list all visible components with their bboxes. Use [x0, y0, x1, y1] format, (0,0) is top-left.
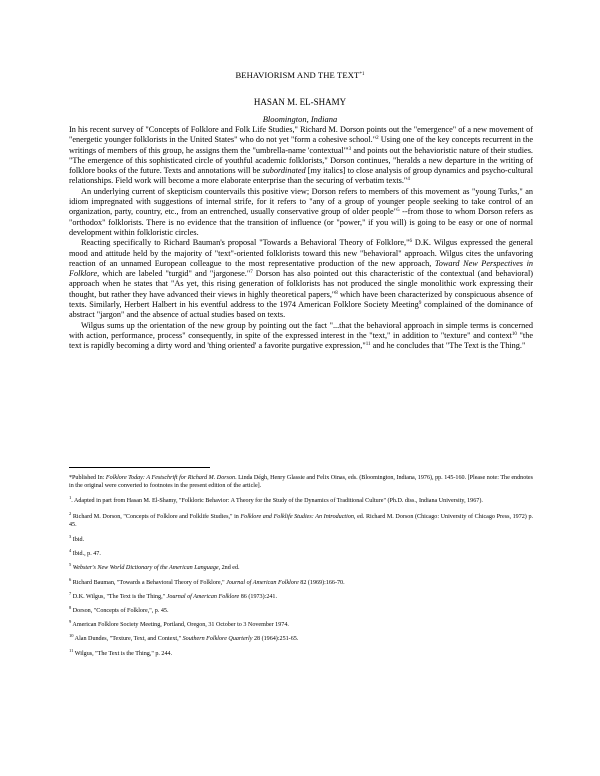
footnote-8: [69, 607, 533, 615]
footnote-2: [69, 510, 534, 529]
footnote-9: [69, 621, 533, 629]
paragraph-1: [69, 125, 533, 187]
text-run: , ed. Richard M. Dorson (Chicago: University of Chicago Press, 1972) p. 45.: [69, 513, 534, 528]
text-run: which have been characterized by conspicuous absence of texts. Similarly, Herbert Halbert in his eventful address to the 1974 American Folklore Society Meeting: [69, 289, 533, 310]
footnote-5: [69, 564, 533, 572]
text-run: complained of the dominance of abstract "jargon" and the absence of actual studies based on texts.: [69, 300, 533, 320]
footnote-number: 4: [69, 548, 72, 554]
footnote-10: [69, 635, 533, 643]
footnote-number: 7: [69, 590, 72, 596]
footnote-11: [69, 647, 533, 658]
emphasis: Toward New Perspectives in Folklore: [69, 258, 533, 279]
emphasis: Journal of American Folklore: [166, 593, 240, 600]
text-run: Ibid.: [71, 537, 85, 544]
footnotes: [69, 474, 533, 664]
footnote-number: 6: [69, 576, 72, 582]
text-run: An underlying current of skepticism countervails this positive view; Dorson refers to members of this movement as "young Turks," an idiom impregnated with suggestions of internal strife, for it refers to "any of a group of younger people seeking to take control of an organization, party, country, etc., from an entrenched, usually conservative group of older people": [69, 186, 533, 217]
text-run: Using one of the key concepts recurrent in the writings of members of this group, he assigns them the "umbrella-name 'contextual'": [69, 135, 533, 155]
footnote-6: [69, 576, 533, 587]
footnote-1: [69, 497, 533, 505]
text-run: 28 (1964):251-65.: [252, 636, 299, 643]
footnote-ref: 7: [250, 270, 253, 276]
text-run: American Folklore Society Meeting, Portland, Oregon, 31 October to 3 November 1974.: [71, 622, 289, 629]
footnote-ref: 5: [397, 208, 400, 214]
emphasis: Journal of American Folklore: [226, 579, 299, 586]
paragraph-2: [69, 187, 533, 238]
text-run: and he concludes that "The Text is the Thing.": [370, 341, 526, 351]
footnote-ref: 9: [418, 301, 422, 307]
text-run: . Linda Dégh, Henry Glassie and Felix Oinas, eds. (Bloomington, Indiana, 1976), pp. 145-160. [Please note: The endnotes in the original were converted to footnotes in the present edition of the article].: [69, 475, 534, 490]
title-footnote-mark: *1: [359, 72, 365, 77]
text-run: and points out the behavioristic nature of their studies. "The emergence of this sophisticated circle of youthful academic folklorists," Dorson continues, "heralds a new departure in the writing of folklore books of the future. Texts and annotations will be: [69, 145, 533, 176]
text-run: *Published In:: [69, 475, 106, 481]
footnote-number: 5: [69, 562, 72, 568]
footnote-ref: 4: [407, 177, 410, 183]
footnote-3: [69, 536, 533, 544]
footnote-number: 9: [69, 619, 72, 625]
emphasis: Webster's New World Dictionary of the American Language: [71, 565, 219, 572]
article-title-text: BEHAVIORISM AND THE TEXT: [235, 70, 360, 80]
text-run: In his recent survey of "Concepts of Folklore and Folk Life Studies," Richard M. Dorson points out the "emergence" of a new movement of "energetic younger folklorists in the United States" who do not yet "form a cohesive school.": [69, 125, 533, 145]
text-run: 86 (1973):241.: [239, 593, 277, 600]
author-location: Bloomington, Indiana: [262, 114, 338, 124]
footnote-number: 11: [69, 647, 74, 653]
text-run: "the text is rapidly becoming a dirty word and 'thing oriented' a favorite purgative expression,": [69, 330, 533, 351]
paragraph-4: [69, 321, 533, 352]
text-run: Richard M. Dorson, "Concepts of Folklore and Folklife Studies," in: [71, 513, 241, 520]
paragraph-3: [69, 238, 533, 320]
footnote-ref: 8: [335, 290, 338, 296]
text-run: , which are labeled "turgid" and "jargonese.": [97, 269, 251, 279]
text-run: , 2nd ed.: [218, 565, 240, 572]
emphasis: subordinated: [262, 166, 306, 176]
footnote-number: 3: [69, 534, 72, 540]
footnote-number: 2: [69, 510, 72, 516]
text-run: [my italics] to close analysis of group dynamics and psycho-cultural relationships. Field work will become a more elaborate enterprise than the securing of verbatim texts.": [69, 166, 533, 186]
text-run: Alan Dundes, "Texture, Text, and Context,": [73, 636, 183, 643]
footnote-star: [69, 474, 533, 490]
footnote-number: 10: [69, 633, 74, 639]
text-run: Reacting specifically to Richard Bauman's proposal "Towards a Behavioral Theory of Folklore,": [81, 238, 410, 248]
text-run: D.K. Wilgus expressed the general mood and attitude held by the majority of "text"-oriented folklorists toward this new "behavioral" approach. Wilgus cites the unfavoring reaction of an unnamed European colleague to the most representative production of the new approach,: [69, 238, 533, 268]
footnote-4: [69, 550, 533, 558]
footnote-ref: 10: [511, 331, 517, 337]
article-body: [69, 125, 533, 352]
text-run: Wilgus, "The Text is the Thing," p. 244.: [73, 650, 173, 657]
article-title: [0, 70, 600, 80]
author-name: HASAN M. EL-SHAMY: [253, 97, 347, 107]
text-run: D.K. Wilgus, "The Text is the Thing,": [71, 593, 167, 600]
text-run: Richard Bauman, "Towards a Behavioral Theory of Folklore,": [71, 579, 227, 586]
text-run: Dorson has also pointed out this characteristic of the contextual (and behavioral) approach when he states that "As yet, this rising generation of folklorists has not produced the single monolithic work expressing their thought, but rather they have advanced their views in highly theoretical papers,": [69, 269, 534, 299]
footnote-separator: [69, 467, 210, 468]
footnote-ref: 6: [409, 239, 412, 245]
footnote-number: 1: [69, 495, 72, 501]
text-run: . Adapted in part from Hasan M. El-Shamy, "Folkloric Behavior: A Theory for the Study of the Dynamics of Traditional Culture" (Ph.D. diss., Indiana University, 1967).: [71, 498, 483, 505]
footnote-ref: 3: [348, 146, 352, 152]
footnote-number: 8: [69, 605, 72, 611]
emphasis: Folklore Today: A Festschrift for Richard M. Dorson: [105, 475, 236, 481]
emphasis: Folklore and Folklife Studies: An Introduction: [240, 513, 354, 520]
text-run: --from those to whom Dorson refers as "orthodox" folklorists. There is no evidence that the transition of influence (or "power," if you will) is going to be easy or one of normal development within folkloristic circles.: [69, 207, 533, 237]
footnote-ref: 2: [376, 136, 379, 142]
text-run: Wilgus sums up the orientation of the new group by pointing out the fact "...that the behavioral approach in simple terms is concerned with action, performance, process" consequently, in spite of the expressed interest in the "text," in addition to "texture" and context: [69, 320, 533, 340]
footnote-7: [69, 590, 533, 601]
emphasis: Southern Folklore Quarterly: [182, 636, 253, 643]
footnote-ref: 11: [365, 342, 371, 348]
text-run: 82 (1969):166-70.: [298, 579, 345, 586]
text-run: Dorson, "Concepts of Folklore,", p. 45.: [71, 608, 169, 615]
text-run: Ibid., p. 47.: [71, 551, 101, 558]
